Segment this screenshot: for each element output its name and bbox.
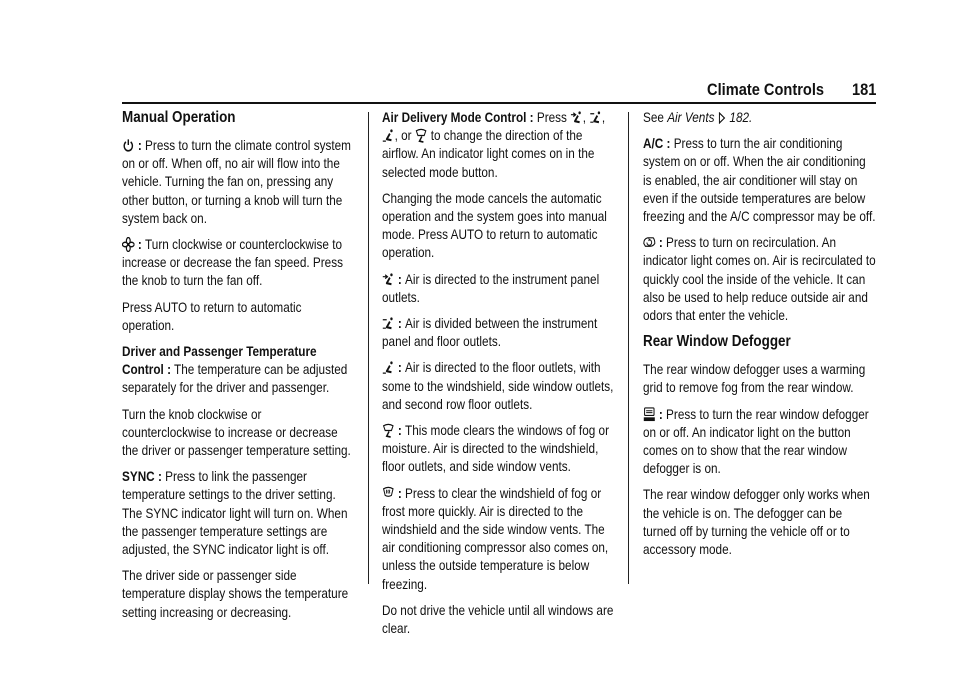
page-number: 181 xyxy=(851,80,876,99)
fan-icon xyxy=(122,237,135,252)
column-right xyxy=(643,108,876,566)
sync-term: SYNC : xyxy=(122,468,162,485)
vent-description: Air is directed to the instrument panel outlets. xyxy=(382,270,600,305)
floor-paragraph: : Air is directed to the floor outlets, with some to the windshield, side window outlets, and second row floor outlets. xyxy=(382,359,614,412)
auto-paragraph: Press AUTO to return to automatic operation. xyxy=(122,298,302,333)
bi-level-description: Air is divided between the instrument panel and floor outlets. xyxy=(382,315,598,350)
defog-mode-icon xyxy=(415,128,428,143)
defrost-description: Press to clear the windshield of fog or frost more quickly. Air is directed to the windshield and the side window vents. The air conditioning compressor also comes on, unless the outside temperature is below freezing. xyxy=(382,484,609,592)
bi-level-mode-icon xyxy=(589,110,602,125)
defog-mode-icon xyxy=(382,423,395,438)
ac-description: Press to turn the air conditioning system on or off. When the air conditioning is enabled, the air conditioner will stay on even if the outside temperatures are below freezing and the A/C compressor may be off. xyxy=(643,135,876,225)
rear-defog-paragraph: : Press to turn the rear window defogger on or off. An indicator light on the button comes on to show that the rear window defogger is on. xyxy=(643,405,869,477)
column-left xyxy=(122,108,354,629)
mode-change-paragraph: Changing the mode cancels the automatic operation and the system goes into manual mode. Press AUTO to return to automatic operation. xyxy=(382,189,607,261)
power-description: Press to turn the climate control system on or off. When off, no air will flow into the vehicle. Turning the fan on, pressing any other button, or turning a knob will turn the system back on. xyxy=(122,137,351,226)
defog-description: This mode clears the windows of fog or moisture. Air is directed to the windshield, floor outlets, and side window vents. xyxy=(382,422,609,475)
temperature-paragraph xyxy=(122,342,354,397)
warning-paragraph: Do not drive the vehicle until all windows are clear. xyxy=(382,601,614,637)
page-header xyxy=(0,80,876,104)
rear-defog-icon xyxy=(643,407,656,422)
press-word: Press xyxy=(536,109,567,125)
recirculation-icon xyxy=(643,235,656,250)
rear-note-paragraph: The rear window defogger only works when the vehicle is on. The defogger can be turned off by turning the vehicle off or to accessory mode. xyxy=(643,486,870,558)
page-reference-arrow-icon xyxy=(718,112,726,124)
defrost-icon xyxy=(382,486,395,501)
recirculation-paragraph: : Press to turn on recirculation. An indicator light comes on. Air is recirculated to quickly cool the inside of the vehicle. It can also be used to help reduce outside air and odors that enter the vehicle. xyxy=(643,234,876,324)
ac-paragraph xyxy=(643,134,876,225)
see-reference-paragraph xyxy=(643,108,876,126)
column-divider xyxy=(368,112,369,584)
temperature-control-term: Driver and Passenger Temperature Control : xyxy=(122,343,317,378)
air-vents-link[interactable]: Air Vents xyxy=(667,109,715,125)
column-divider xyxy=(628,112,629,584)
column-middle xyxy=(382,108,614,645)
bi-level-mode-icon xyxy=(382,316,395,331)
page-header-title: Climate Controls xyxy=(707,80,824,99)
ac-term: A/C : xyxy=(643,135,671,152)
defog-paragraph: : This mode clears the windows of fog or moisture. Air is directed to the windshield, floor outlets, and side window vents. xyxy=(382,422,609,475)
display-paragraph: The driver side or passenger side temperature display shows the temperature setting increasing or decreasing. xyxy=(122,567,349,620)
rear-intro-paragraph: The rear window defogger uses a warming grid to remove fog from the rear window. xyxy=(643,361,866,396)
see-word: See xyxy=(643,109,664,125)
temperature-description: The temperature can be adjusted separately for the driver and passenger. xyxy=(122,361,348,396)
air-delivery-term: Air Delivery Mode Control : xyxy=(382,109,534,125)
rear-defog-description: Press to turn the rear window defogger on or off. An indicator light on the button comes on to show that the rear window defogger is on. xyxy=(643,405,869,477)
power-paragraph: : Press to turn the climate control system on or off. When off, no air will flow into the vehicle. Turning the fan on, pressing any other button, or turning a knob will turn the system back on. xyxy=(122,137,351,226)
fan-paragraph: : Turn clockwise or counterclockwise to increase or decrease the fan speed. Press the knob to turn the fan off. xyxy=(122,236,343,289)
section-heading-manual-operation: Manual Operation xyxy=(122,109,236,126)
floor-mode-icon xyxy=(382,360,395,375)
air-delivery-description: to change the direction of the airflow. An indicator light comes on in the selected mode button. xyxy=(382,127,595,180)
air-vents-page[interactable]: 182. xyxy=(729,109,753,125)
header-rule xyxy=(122,102,876,104)
floor-mode-icon xyxy=(382,128,395,143)
floor-description: Air is directed to the floor outlets, with some to the windshield, side window outlets, and second row floor outlets. xyxy=(382,359,614,412)
air-delivery-paragraph: Air Delivery Mode Control : Press , , , or to change the direction of the airflow. An indicator light comes on in the selected mode button. xyxy=(382,109,606,180)
or-word: , or xyxy=(394,127,412,144)
knob-paragraph: Turn the knob clockwise or counterclockwise to increase or decrease the driver or passenger temperature setting. xyxy=(122,405,351,459)
bilevel-paragraph: : Air is divided between the instrument panel and floor outlets. xyxy=(382,315,598,350)
vent-mode-icon xyxy=(382,272,395,287)
section-heading-rear-window-defogger: Rear Window Defogger xyxy=(643,333,791,351)
vent-paragraph: : Air is directed to the instrument panel outlets. xyxy=(382,270,600,305)
sync-description: Press to link the passenger temperature settings to the driver setting. The SYNC indicator light will turn on. When the passenger temperature settings are adjusted, the SYNC indicator light is off. xyxy=(122,468,348,558)
fan-description: Turn clockwise or counterclockwise to increase or decrease the fan speed. Press the knob to turn the fan off. xyxy=(122,236,343,289)
recirculation-description: Press to turn on recirculation. An indicator light comes on. Air is recirculated to quickly cool the inside of the vehicle. It can also be used to help reduce outside air and odors that enter the vehicle. xyxy=(643,234,876,324)
vent-mode-icon xyxy=(570,110,583,125)
sync-paragraph xyxy=(122,467,354,558)
power-icon xyxy=(122,138,135,153)
defrost-paragraph: : Press to clear the windshield of fog or frost more quickly. Air is directed to the windshield and the side window vents. The air conditioning compressor also comes on, unless the outside temperature is below freezing. xyxy=(382,484,609,592)
